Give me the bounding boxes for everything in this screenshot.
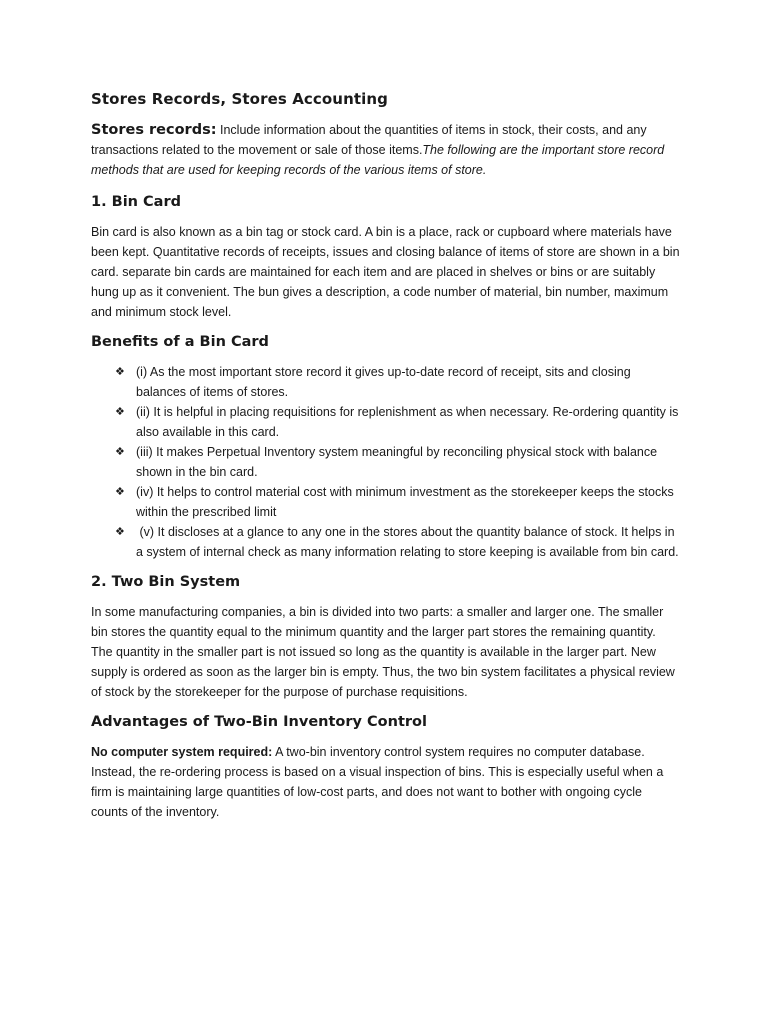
diamond-bullet-icon: ❖	[115, 405, 125, 418]
list-item-text: (v) It discloses at a glance to any one in the stores about the quantity balance of stock. It helps in a system of internal check as many information relating to store keeping is available from bin card.	[136, 525, 679, 559]
list-item	[115, 402, 680, 442]
benefits-list	[91, 362, 680, 562]
intro-lead: Stores records:	[91, 122, 217, 138]
advantages-paragraph	[91, 742, 680, 822]
list-item	[115, 522, 680, 562]
diamond-bullet-icon: ❖	[115, 485, 125, 498]
list-item	[115, 362, 680, 402]
list-item	[115, 482, 680, 522]
intro-paragraph	[91, 120, 680, 180]
list-item	[115, 442, 680, 482]
list-item-text: (iii) It makes Perpetual Inventory system meaningful by reconciling physical stock with balance shown in the bin card.	[136, 445, 658, 479]
page-title: Stores Records, Stores Accounting	[91, 90, 388, 108]
bin-card-heading: 1. Bin Card	[91, 194, 181, 210]
benefits-heading: Benefits of a Bin Card	[91, 334, 269, 350]
list-item-text: (i) As the most important store record it gives up-to-date record of receipt, sits and closing balances of items of stores.	[136, 365, 631, 399]
two-bin-body: In some manufacturing companies, a bin is divided into two parts: a smaller and larger one. The smaller bin stores the quantity equal to the minimum quantity and the larger part stores the remaining quantity. The quantity in the smaller part is not issued so long as the quantity is available in the larger part. New supply is ordered as soon as the larger bin is empty. Thus, the two bin system facilitates a physical review of stock by the storekeeper for the purpose of purchase requisitions.	[91, 605, 675, 699]
intro-text: Include information about the quantities of items in stock, their costs, and any transactions related to the movement or sale of those items.	[91, 123, 647, 157]
intro-italic: The following are the important store record methods that are used for keeping records of the various items of store.	[91, 143, 665, 177]
list-item-text: (ii) It is helpful in placing requisitions for replenishment as when necessary. Re-ordering quantity is also available in this card.	[136, 405, 679, 439]
advantages-lead: No computer system required:	[91, 745, 273, 759]
advantages-text: A two-bin inventory control system requires no computer database. Instead, the re-ordering process is based on a visual inspection of bins. This is especially useful when a firm is maintaining large quantities of low-cost parts, and does not want to bother with ongoing cycle counts of the inventory.	[91, 745, 664, 819]
diamond-bullet-icon: ❖	[115, 445, 125, 458]
two-bin-heading: 2. Two Bin System	[91, 574, 241, 590]
advantages-heading: Advantages of Two-Bin Inventory Control	[91, 714, 427, 730]
bin-card-body: Bin card is also known as a bin tag or stock card. A bin is a place, rack or cupboard where materials have been kept. Quantitative records of receipts, issues and closing balance of items of store are shown in a bin card. separate bin cards are maintained for each item and are placed in shelves or bins or are suitably hung up as it convenient. The bun gives a description, a code number of material, bin number, maximum and minimum stock level.	[91, 225, 680, 319]
diamond-bullet-icon: ❖	[115, 365, 125, 378]
list-item-text: (iv) It helps to control material cost with minimum investment as the storekeeper keeps the stocks within the prescribed limit	[136, 485, 674, 519]
diamond-bullet-icon: ❖	[115, 525, 125, 538]
